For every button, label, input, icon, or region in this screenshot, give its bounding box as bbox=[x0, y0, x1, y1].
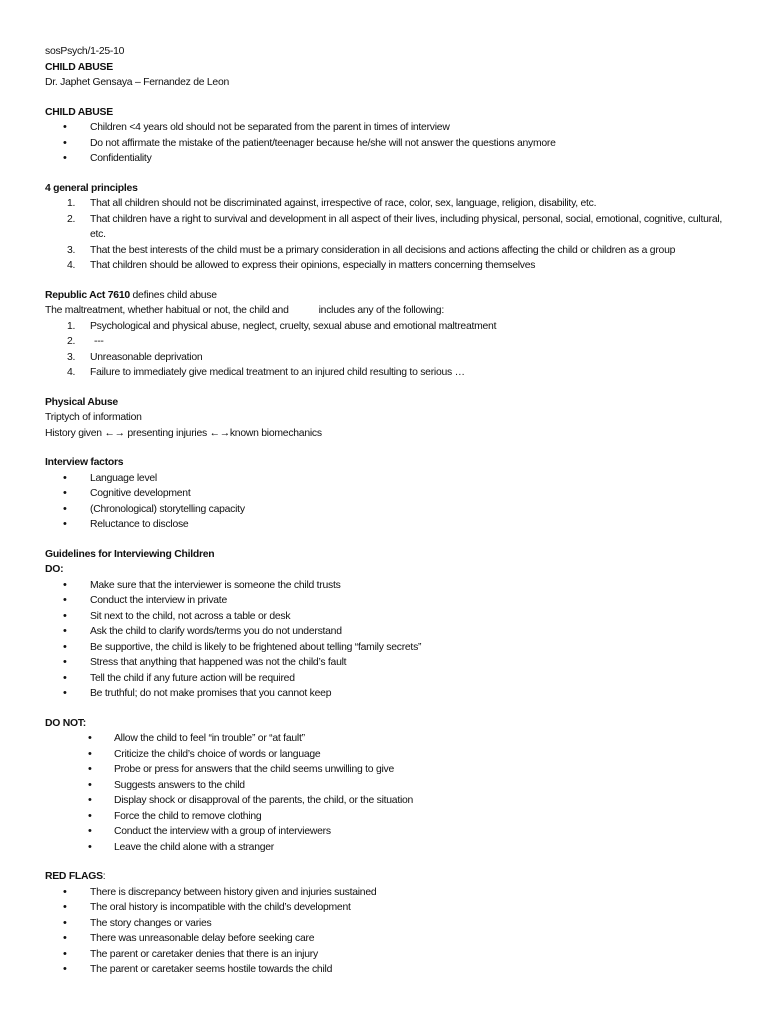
list-item: • Force the child to remove clothing bbox=[45, 809, 728, 825]
list-item: • There was unreasonable delay before seeking care bbox=[45, 931, 728, 947]
list-item: • Cognitive development bbox=[45, 486, 728, 502]
list-item bbox=[45, 258, 728, 274]
item-text: That children have a right to survival and development in all aspect of their lives, including physical, personal, social, emotional, cognitive, cultural, etc. bbox=[90, 213, 723, 240]
list-item: • Tell the child if any future action will be required bbox=[45, 671, 728, 687]
item-number: 4. bbox=[67, 367, 76, 378]
guidelines-heading: Guidelines for Interviewing Children bbox=[45, 548, 215, 560]
list-item: • The oral history is incompatible with the child’s development bbox=[45, 900, 728, 916]
list-item: • Be supportive, the child is likely to be frightened about telling “family secrets” bbox=[45, 640, 728, 656]
list-item: • The story changes or varies bbox=[45, 916, 728, 932]
course-code: sosPsych/1-25-10 bbox=[45, 46, 125, 57]
item-text: That all children should not be discriminated against, irrespective of race, color, sex, language, religion, disability, etc. bbox=[90, 198, 597, 209]
do-not-list bbox=[45, 731, 728, 855]
list-item: • Suggests answers to the child bbox=[45, 778, 728, 794]
item-text: That children should be allowed to express their opinions, especially in matters concerning themselves bbox=[90, 260, 536, 271]
ra7610-heading bbox=[45, 288, 728, 304]
principles-heading: 4 general principles bbox=[45, 182, 138, 194]
list-item: • There is discrepancy between history given and injuries sustained bbox=[45, 885, 728, 901]
list-item: • The parent or caretaker denies that there is an injury bbox=[45, 947, 728, 963]
list-item bbox=[45, 365, 728, 381]
item-number: 3. bbox=[67, 244, 76, 256]
page-title: CHILD ABUSE bbox=[45, 61, 113, 73]
ra7610-list bbox=[45, 319, 728, 381]
list-item: • Confidentiality bbox=[45, 151, 728, 167]
principles-list bbox=[45, 196, 728, 274]
ra7610-title: Republic Act 7610 bbox=[45, 289, 130, 301]
definition-part-a: The maltreatment, whether habitual or not, the child and bbox=[45, 305, 289, 316]
list-item: • Display shock or disapproval of the parents, the child, or the situation bbox=[45, 793, 728, 809]
list-item: • Ask the child to clarify words/terms you do not understand bbox=[45, 624, 728, 640]
item-number: 2. bbox=[67, 336, 76, 347]
history-line: History given ←→ presenting injuries ←→known biomechanics bbox=[45, 427, 322, 439]
list-item: • Language level bbox=[45, 471, 728, 487]
list-item bbox=[45, 243, 728, 259]
red-flags-list bbox=[45, 885, 728, 978]
list-item: • Probe or press for answers that the child seems unwilling to give bbox=[45, 762, 728, 778]
lecturer: Dr. Japhet Gensaya – Fernandez de Leon bbox=[45, 77, 230, 88]
list-item: • Criticize the child’s choice of words or language bbox=[45, 747, 728, 763]
list-item bbox=[45, 196, 728, 212]
list-item: • Be truthful; do not make promises that you cannot keep bbox=[45, 686, 728, 702]
interview-factors-list bbox=[45, 471, 728, 533]
red-flags-colon: : bbox=[102, 871, 106, 882]
interview-factors-heading: Interview factors bbox=[45, 457, 124, 468]
definition-part-b: includes any of the following: bbox=[318, 305, 444, 316]
item-number: 4. bbox=[67, 260, 76, 271]
list-item: • Do not affirmate the mistake of the patient/teenager because he/she will not answer the questions anymore bbox=[45, 136, 728, 152]
item-number: 1. bbox=[67, 198, 76, 209]
triptych-line: Triptych of information bbox=[45, 412, 142, 423]
item-text: Unreasonable deprivation bbox=[90, 351, 203, 363]
ra7610-definition bbox=[45, 303, 728, 319]
list-item bbox=[45, 212, 728, 243]
do-not-label: DO NOT: bbox=[45, 717, 86, 729]
list-item: • Conduct the interview in private bbox=[45, 593, 728, 609]
item-text: That the best interests of the child must be a primary consideration in all decisions and actions affecting the child or children as a group bbox=[90, 244, 676, 256]
physical-abuse-heading: Physical Abuse bbox=[45, 396, 118, 408]
list-item: • The parent or caretaker seems hostile towards the child bbox=[45, 962, 728, 978]
item-number: 3. bbox=[67, 351, 76, 363]
list-item: • Leave the child alone with a stranger bbox=[45, 840, 728, 856]
item-text: Psychological and physical abuse, neglect, cruelty, sexual abuse and emotional maltreatment bbox=[90, 320, 497, 332]
intro-heading: CHILD ABUSE bbox=[45, 106, 113, 118]
list-item: • Sit next to the child, not across a table or desk bbox=[45, 609, 728, 625]
do-list bbox=[45, 578, 728, 702]
item-number: 2. bbox=[67, 213, 76, 225]
item-text: Failure to immediately give medical treatment to an injured child resulting to serious … bbox=[90, 367, 465, 378]
list-item: • Stress that anything that happened was not the child’s fault bbox=[45, 655, 728, 671]
do-label: DO: bbox=[45, 564, 64, 575]
list-item: • (Chronological) storytelling capacity bbox=[45, 502, 728, 518]
red-flags-title: RED FLAGS bbox=[45, 871, 103, 882]
intro-list bbox=[45, 120, 728, 167]
item-number: 1. bbox=[67, 320, 76, 332]
red-flags-label bbox=[45, 869, 728, 885]
list-item: • Make sure that the interviewer is someone the child trusts bbox=[45, 578, 728, 594]
list-item: • Conduct the interview with a group of interviewers bbox=[45, 824, 728, 840]
list-item: • Allow the child to feel “in trouble” or “at fault” bbox=[45, 731, 728, 747]
item-text: --- bbox=[94, 336, 104, 347]
ra7610-subtitle: defines child abuse bbox=[129, 289, 217, 301]
list-item bbox=[45, 350, 728, 366]
list-item bbox=[45, 319, 728, 335]
list-item: • Children <4 years old should not be separated from the parent in times of interview bbox=[45, 120, 728, 136]
list-item: • Reluctance to disclose bbox=[45, 517, 728, 533]
list-item bbox=[45, 334, 728, 350]
